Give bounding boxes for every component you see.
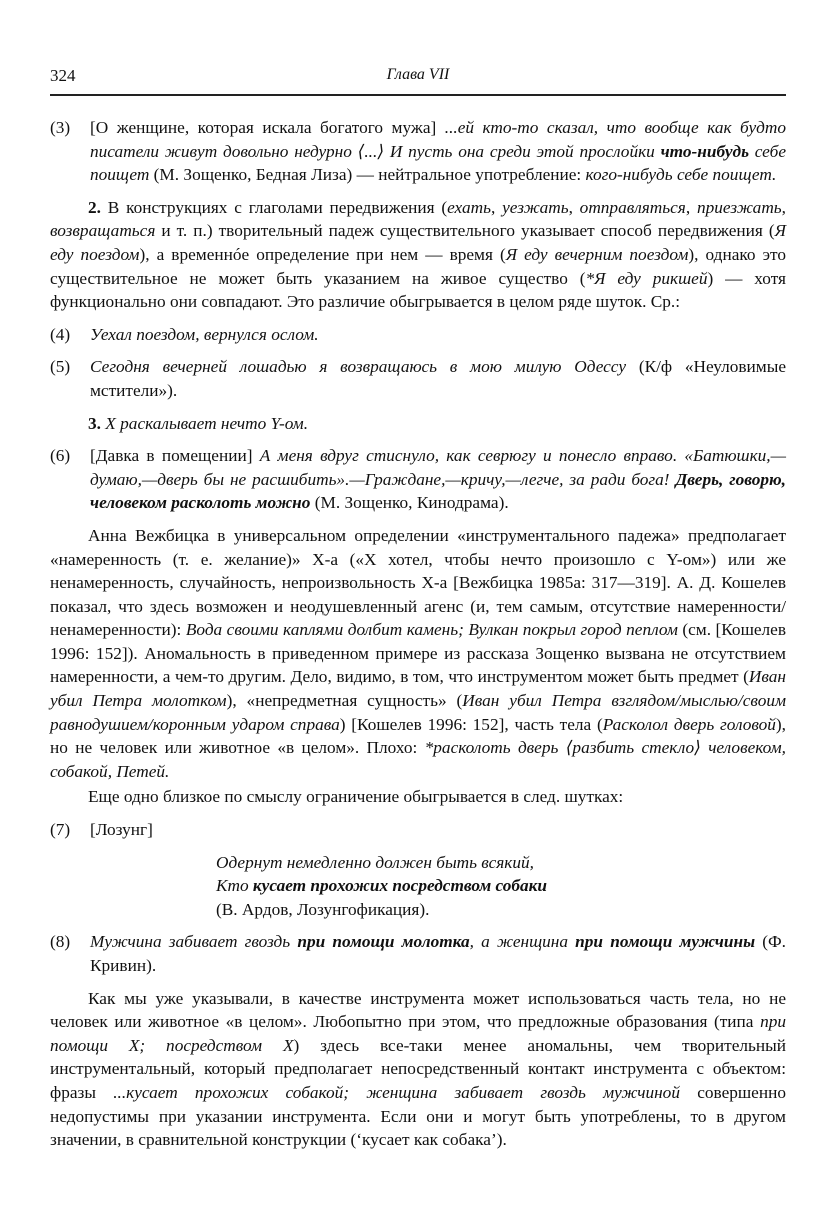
example-text: [90, 930, 786, 977]
italic-text: , а женщина: [469, 932, 576, 952]
text-run: [Давка в помещении]: [90, 446, 260, 466]
numbered-example: [50, 818, 786, 842]
italic-text: Я еду поездом: [50, 221, 786, 264]
italic-text: ...кусает прохожих собакой; женщина забивает гвоздь мужчиной: [113, 1082, 680, 1102]
italic-text: возвращаться: [50, 221, 156, 241]
text-run: ,: [490, 197, 503, 217]
text-run: ), «непредметная сущность» (: [226, 691, 463, 711]
text-run: В конструкциях с глаголами передвижения (: [100, 197, 448, 217]
italic-text: Я еду вечерним поездом: [505, 244, 689, 264]
text-run: ,: [685, 197, 697, 217]
italic-text: X раскалывает нечто Y-ом.: [100, 413, 309, 433]
italic-text: себе поищет: [90, 141, 786, 185]
example-number: (5): [50, 357, 71, 377]
paragraph: [50, 524, 786, 784]
italic-text: кого-нибудь себе поищет.: [585, 165, 777, 185]
text-run: (Ф. Кривин).: [90, 932, 786, 975]
italic-text: приезжать: [696, 197, 782, 217]
example-number: (7): [50, 820, 71, 840]
text-run: Еще одно близкое по смыслу ограничение обыгрывается в след. шутках:: [88, 787, 624, 807]
text-run: (см. [Кошелев 1996: 152]). Аномальность в приведенном примере из рассказа Зощенко вызвана не отсутствием намеренности, а чем-то другим. Дело, видимо, в том, что инструментом может быть предмет (: [50, 620, 786, 687]
text-run: ) [Кошелев 1996: 152], часть тела (: [339, 714, 603, 734]
verse-line: [216, 898, 786, 922]
example-number: (3): [50, 118, 71, 137]
paragraph: [50, 785, 786, 809]
example-text: [90, 323, 786, 347]
section-number: 3.: [88, 413, 101, 433]
verse-line: [216, 874, 786, 898]
text-run: ), однако это существительное не может быть указанием на живое существо (: [50, 244, 786, 288]
italic-text: Уехал поездом, вернулся ослом.: [90, 324, 319, 344]
verse-line: [216, 851, 786, 875]
text-run: ) — хотя функционально они совпадают. Это различие обыгрывается в целом ряде шуток. Ср.:: [50, 268, 786, 312]
emphasis-text: кусает прохожих посредством собаки: [252, 876, 548, 896]
text-run: (К/ф «Неуловимые мстители»).: [90, 357, 786, 400]
italic-text: отправляться: [579, 197, 686, 217]
paragraph: [50, 196, 786, 314]
text-run: Анна Вежбицка в универсальном определении «инструментального падежа» предполагает «намеренность (т. е. желание)» X-а («X хотел, чтобы нечто произошло с Y-ом») или же ненамеренность, случайность, непроизвольность X-а [Вежбицка 1985а: 317—319]. А. Д. Кошелев показал, что здесь возможен и неодушевленный агенс (и, тем самым, отсутствие намеренности/ненамеренности):: [50, 525, 786, 640]
text-run: [Лозунг]: [90, 820, 153, 840]
text-run: ,: [781, 197, 786, 217]
example-text: [90, 355, 786, 402]
italic-text: уезжать: [502, 197, 569, 217]
italic-text: Мужчина забивает гвоздь: [90, 932, 298, 952]
emphasis-text: что-нибудь: [660, 141, 749, 161]
page-number: 324: [50, 66, 76, 85]
italic-text: Вода своими каплями долбит камень; Вулкан покрыл город пеплом: [185, 620, 678, 640]
running-header: [50, 62, 786, 96]
numbered-example: [50, 444, 786, 515]
example-number: (8): [50, 932, 71, 952]
verse-quote: [216, 851, 786, 922]
text-run: [О женщине, которая искала богатого мужа]: [90, 118, 445, 137]
text-run: (В. Ардов, Лозунгофикация).: [216, 899, 430, 919]
italic-text: при помощи X; посредством X: [50, 1012, 786, 1055]
numbered-example: [50, 355, 786, 402]
italic-text: Расколол дверь головой: [602, 714, 776, 734]
italic-text: А меня вдруг стиснуло, как севрюгу и понесло вправо. «Батюшки,—думаю,—дверь бы не расшибить».—Граждане,—кричу,—легче, за ради бога!: [90, 446, 786, 489]
numbered-example: [50, 116, 786, 187]
text-run: Как мы уже указывали, в качестве инструмента может использоваться часть тела, но не человек или животное «в целом». Любопытно при этом, что предложные образования (типа: [50, 988, 786, 1032]
text-run: ,: [568, 197, 580, 217]
italic-text: *расколоть дверь ⟨разбить стекло⟩ человеком, собакой, Петей.: [50, 738, 786, 781]
emphasis-text: Дверь, говорю, человеком расколоть можно: [90, 469, 786, 513]
emphasis-text: при помощи молотка: [297, 932, 470, 952]
emphasis-text: при помощи мужчины: [575, 932, 756, 952]
numbered-example: [50, 323, 786, 347]
text-run: ), а временнóе определение при нем — время (: [139, 244, 506, 264]
paragraph: [50, 412, 786, 436]
text-run: (М. Зощенко, Бедная Лиза) — нейтральное употребление:: [149, 165, 586, 185]
example-text: [90, 444, 786, 515]
italic-text: Одернут немедленно должен быть всякий,: [216, 852, 534, 872]
italic-text: Кто: [216, 876, 253, 896]
example-text: [90, 818, 786, 842]
italic-text: Сегодня вечерней лошадью я возвращаюсь в мою милую Одессу: [90, 357, 627, 377]
text-run: (М. Зощенко, Кинодрама).: [310, 493, 509, 513]
page-body: [50, 116, 786, 1161]
text-run: совершенно недопустимы при указании инструмента. Если они и могут быть употреблены, то в другом значении, в сравнительной конструкции (‘кусает как собака’).: [50, 1082, 786, 1150]
italic-text: *Я еду рикшей: [585, 268, 708, 288]
text-run: и т. п.) творительный падеж существительного указывает способ передвижения (: [155, 221, 775, 241]
paragraph: [50, 987, 786, 1152]
section-number: 2.: [88, 197, 101, 217]
italic-text: ехать: [447, 197, 491, 217]
example-number: (4): [50, 324, 71, 344]
example-text: [90, 116, 786, 187]
text-run: ) здесь все-таки менее аномальны, чем творительный инструментальный, который предполагает непосредственный контакт инструмента с объектом: фразы: [50, 1035, 786, 1102]
italic-text: Иван убил Петра взглядом/мыслью/своим равнодушием/коронным ударом справа: [50, 691, 787, 734]
numbered-example: [50, 930, 786, 977]
italic-text: Иван убил Петра молотком: [50, 667, 786, 711]
example-number: (6): [50, 446, 71, 466]
italic-text: ...ей кто-то сказал, что вообще как будто писатели живут довольно недурно ⟨...⟩ И пусть она среди этой прослойки: [90, 118, 786, 161]
text-run: ), но не человек или животное «в целом». Плохо:: [50, 714, 786, 758]
chapter-title: Глава VII: [386, 66, 450, 83]
